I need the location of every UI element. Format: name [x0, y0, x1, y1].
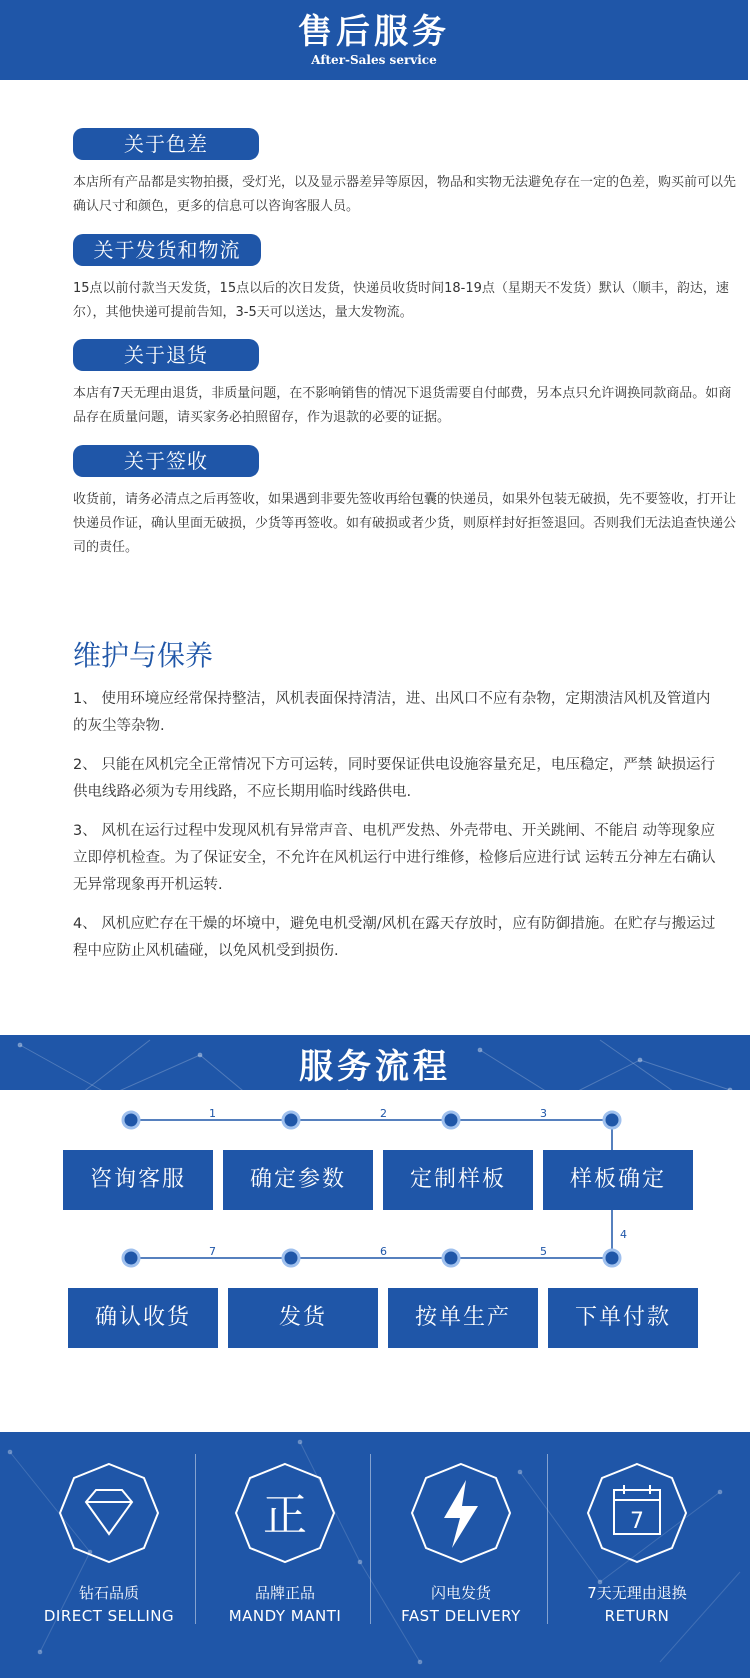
features-bar: [0, 1432, 750, 1678]
section-title: 关于色差: [73, 128, 259, 160]
feature-title: 7天无理由退换: [587, 1584, 687, 1602]
step-box: 样板确定: [543, 1150, 693, 1210]
diamond-icon: [54, 1458, 164, 1568]
lightning-icon: [406, 1458, 516, 1568]
list-item: 1、 使用环境应经常保持整洁，风机表面保持清洁，进、出风口不应有杂物，定期溃洁风机及管道内的灰尘等杂物.: [73, 691, 711, 734]
section-text: 本店有7天无理由退货，非质量问题，在不影响销售的情况下退货需要自付邮费，另本点只允许调换同款商品。如商品存在质量问题，请买家务必拍照留存，作为退款的必要的证据。: [73, 386, 732, 425]
section-title: 关于退货: [73, 339, 259, 371]
section-color-difference: [73, 128, 738, 219]
feature-subtitle: DIRECT SELLING: [43, 1607, 175, 1625]
section-returns: [73, 339, 738, 430]
section-text: 收货前，请务必清点之后再签收，如果遇到非要先签收再给包囊的快递员，如果外包装无破损，先不要签收，打开让快递员作证，确认里面无破损，少货等再签收。如有破损或者少货，则原样封好拒签退回。否则我们无法追查快递公司的责任。: [73, 492, 737, 555]
feature-delivery: [372, 1432, 550, 1625]
calendar-glyph: 7: [630, 1509, 644, 1534]
step-box: 按单生产: [388, 1288, 538, 1348]
section-shipping: [73, 234, 738, 325]
section-title: 关于签收: [73, 445, 259, 477]
process-banner: [0, 1035, 750, 1115]
feature-subtitle: MANDY MANTI: [228, 1607, 342, 1625]
step-number: 7: [209, 1245, 216, 1258]
step-box: 确定参数: [223, 1150, 373, 1210]
section-receipt: [73, 445, 738, 560]
zheng-glyph: 正: [263, 1490, 307, 1541]
section-text: 本店所有产品都是实物拍摄，受灯光，以及显示器差异等原因，物品和实物无法避免存在一定的色差，购买前可以先确认尺寸和颜色，更多的信息可以咨询客服人员。: [73, 175, 737, 214]
section-title: 关于发货和物流: [73, 234, 261, 266]
feature-title: 钻石品质: [78, 1584, 139, 1602]
list-item: 2、 只能在风机完全正常情况下方可运转，同时要保证供电设施容量充足，电压稳定，严禁 缺损运行供电线路必须为专用线路，不应长期用临时线路供电.: [73, 757, 715, 800]
section-text: 15点以前付款当天发货，15点以后的次日发货，快递员收货时间18-19点（星期天不发货）默认（顺丰，韵达，速尔），其他快递可提前告知，3-5天可以送达，量大发物流。: [73, 281, 729, 320]
step-number: 6: [380, 1245, 387, 1258]
feature-title: 闪电发货: [430, 1584, 491, 1602]
step-number: 2: [380, 1107, 387, 1120]
maintenance-list: [73, 686, 723, 977]
process-title: 服务流程: [299, 1047, 451, 1087]
list-item: 3、 风机在运行过程中发现风机有异常声音、电机严发热、外壳带电、开关跳闸、不能启 动等现象应立即停机检查。为了保证安全，不允许在风机运行中进行维修，检修后应进行试 运转五分神左右确认无异常现象再开机运转.: [73, 823, 716, 893]
feature-subtitle: FAST DELIVERY: [401, 1607, 521, 1625]
feature-return: [548, 1432, 726, 1625]
header-banner: [0, 0, 748, 80]
step-box: 定制样板: [383, 1150, 533, 1210]
step-box: 确认收货: [68, 1288, 218, 1348]
calendar-icon: [582, 1458, 692, 1568]
step-number: 5: [540, 1245, 547, 1258]
step-box: 咨询客服: [63, 1150, 213, 1210]
process-subtitle: Service processes: [315, 1088, 435, 1102]
list-item: 4、 风机应贮存在干燥的坏境中，避免电机受潮/风机在露天存放时，应有防御措施。在贮存与搬运过程中应防止风机磕碰，以免风机受到损伤.: [73, 916, 716, 959]
page-title: 售后服务: [298, 12, 450, 52]
maintenance-heading: 维护与保养: [73, 639, 214, 672]
step-number: 1: [209, 1107, 216, 1120]
feature-title: 品牌正品: [254, 1584, 315, 1602]
step-number: 3: [540, 1107, 547, 1120]
page-subtitle: After-Sales service: [311, 53, 437, 67]
step-box: 下单付款: [548, 1288, 698, 1348]
feature-genuine: [196, 1432, 374, 1625]
feature-diamond: [20, 1432, 198, 1625]
step-number: 4: [620, 1228, 627, 1241]
feature-subtitle: RETURN: [604, 1607, 670, 1625]
step-box: 发货: [228, 1288, 378, 1348]
zheng-icon: [230, 1458, 340, 1568]
